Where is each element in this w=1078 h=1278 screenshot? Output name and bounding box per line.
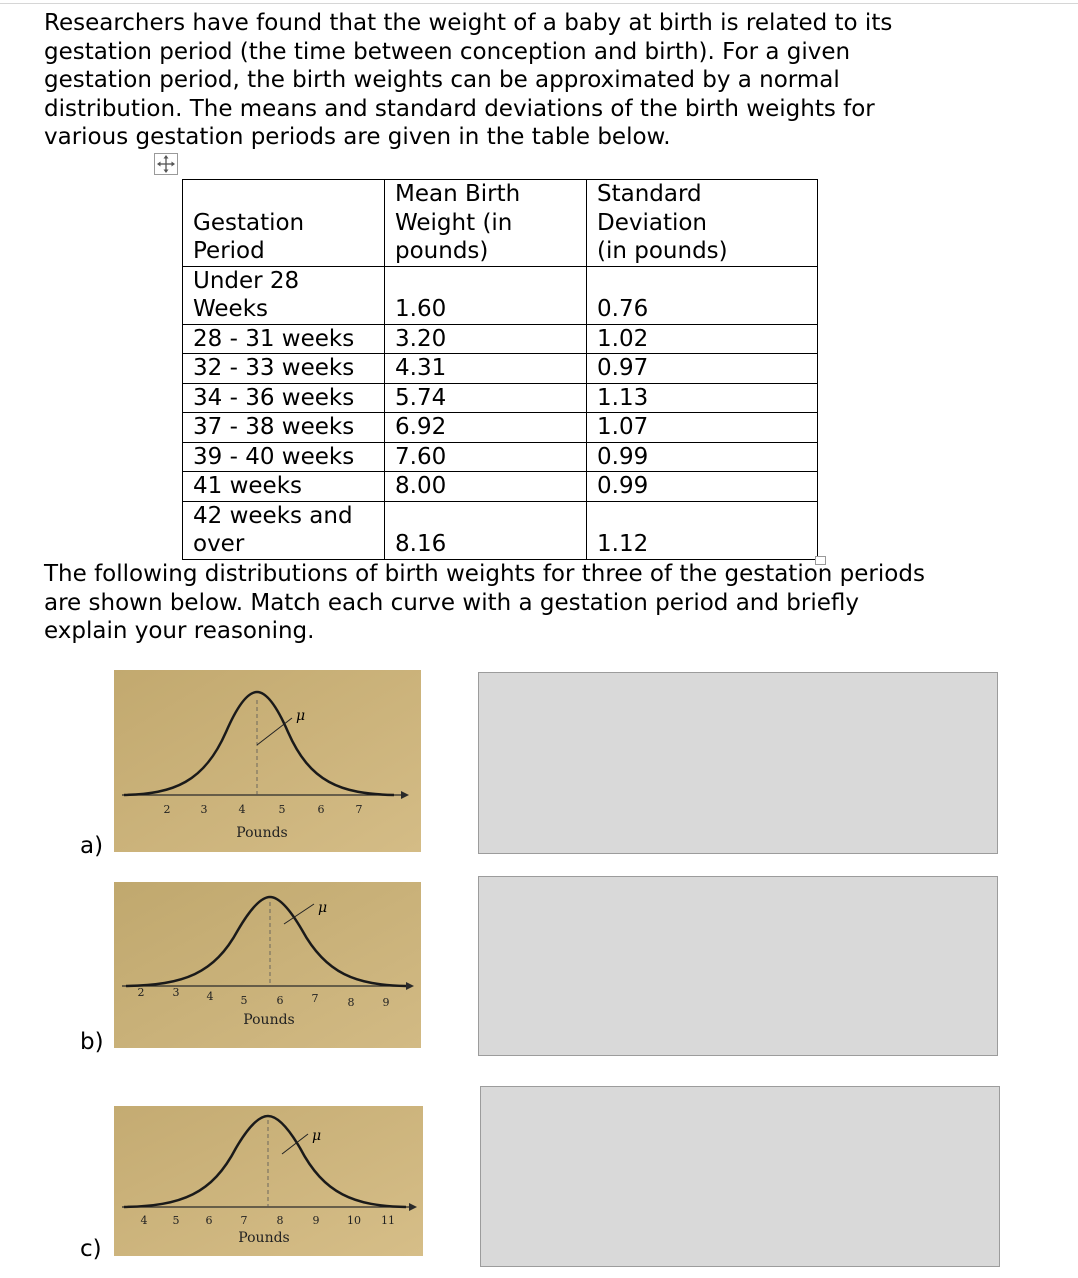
move-arrows-icon: [155, 154, 177, 174]
tick-label: 9: [382, 996, 390, 1009]
cell-sd: 0.99: [587, 442, 818, 472]
cell-mean: 5.74: [385, 383, 587, 413]
cell-sd: 1.12: [587, 501, 818, 559]
cell-mean: 1.60: [385, 266, 587, 324]
cell-period: 34 - 36 weeks: [183, 383, 385, 413]
curve-a-photo: [114, 670, 421, 852]
cell-mean: 3.20: [385, 324, 587, 354]
cell-mean: 8.16: [385, 501, 587, 559]
label-b: b): [80, 1029, 104, 1055]
tick-label: 5: [172, 1214, 180, 1227]
table-row: [183, 266, 818, 324]
cell-period: 32 - 33 weeks: [183, 354, 385, 384]
header-standard-deviation: Standard Deviation (in pounds): [587, 180, 818, 267]
tick-label: 5: [240, 994, 248, 1007]
cell-period: 42 weeks and over: [183, 501, 385, 559]
tick-label: 4: [238, 803, 246, 816]
intro-paragraph: Researchers have found that the weight of a baby at birth is related to its gestation period (the time between conception and birth). For a given gestation period, the birth weights can be approximated by a normal distribution. The means and standard deviations of the birth weights for various gestation periods are given in the table below.: [44, 10, 893, 150]
tick-label: 4: [206, 990, 214, 1003]
cell-sd: 0.76: [587, 266, 818, 324]
tick-label: 7: [311, 992, 319, 1005]
label-c: c): [80, 1236, 102, 1262]
table-row: [183, 501, 818, 559]
table-row: [183, 354, 818, 384]
tick-label: 4: [140, 1214, 148, 1227]
cell-mean: 8.00: [385, 472, 587, 502]
cell-sd: 0.97: [587, 354, 818, 384]
table-row: [183, 472, 818, 502]
tick-label: 3: [172, 986, 180, 999]
axis-title: Pounds: [238, 1230, 290, 1246]
mu-label: μ: [318, 900, 328, 916]
table-row: [183, 442, 818, 472]
tick-label: 8: [347, 996, 355, 1009]
table-header-row: [183, 180, 818, 267]
label-a: a): [80, 833, 104, 859]
table-row: [183, 413, 818, 443]
axis-title: Pounds: [243, 1012, 295, 1028]
cell-period: 39 - 40 weeks: [183, 442, 385, 472]
table-move-handle[interactable]: [154, 153, 178, 175]
normal-curve-a: [114, 670, 421, 852]
tick-label: 6: [276, 994, 284, 1007]
normal-curve-c: [114, 1106, 423, 1256]
tick-label: 5: [278, 803, 286, 816]
header-mean-birth-weight: Mean Birth Weight (in pounds): [385, 180, 587, 267]
mu-label: μ: [312, 1128, 322, 1144]
answer-box-a[interactable]: [478, 672, 998, 854]
cell-period: 41 weeks: [183, 472, 385, 502]
tick-label: 7: [355, 803, 363, 816]
top-divider: [0, 3, 1078, 4]
cell-sd: 1.02: [587, 324, 818, 354]
tick-label: 9: [312, 1214, 320, 1227]
gestation-table: [182, 179, 818, 560]
mu-label: μ: [296, 708, 306, 724]
curve-b-photo: [114, 882, 421, 1048]
answer-box-c[interactable]: [480, 1086, 1000, 1267]
tick-label: 8: [276, 1214, 284, 1227]
cell-period: 28 - 31 weeks: [183, 324, 385, 354]
table-row: [183, 383, 818, 413]
curve-c-photo: [114, 1106, 423, 1256]
followup-paragraph: The following distributions of birth weights for three of the gestation periods are shown below. Match each curve with a gestation period and briefly explain your reasoning.: [44, 561, 925, 644]
tick-label: 7: [240, 1214, 248, 1227]
tick-label: 6: [317, 803, 325, 816]
cell-sd: 1.07: [587, 413, 818, 443]
tick-label: 11: [381, 1214, 395, 1227]
cell-mean: 4.31: [385, 354, 587, 384]
table-row: [183, 324, 818, 354]
cell-sd: 1.13: [587, 383, 818, 413]
cell-mean: 6.92: [385, 413, 587, 443]
cell-period: Under 28 Weeks: [183, 266, 385, 324]
tick-label: 2: [137, 986, 145, 999]
cell-sd: 0.99: [587, 472, 818, 502]
tick-label: 2: [163, 803, 171, 816]
normal-curve-b: [114, 882, 421, 1048]
cell-mean: 7.60: [385, 442, 587, 472]
tick-label: 10: [347, 1214, 361, 1227]
axis-title: Pounds: [236, 825, 288, 841]
cell-period: 37 - 38 weeks: [183, 413, 385, 443]
answer-box-b[interactable]: [478, 876, 998, 1056]
tick-label: 6: [205, 1214, 213, 1227]
header-gestation-period: Gestation Period: [183, 180, 385, 267]
tick-label: 3: [200, 803, 208, 816]
